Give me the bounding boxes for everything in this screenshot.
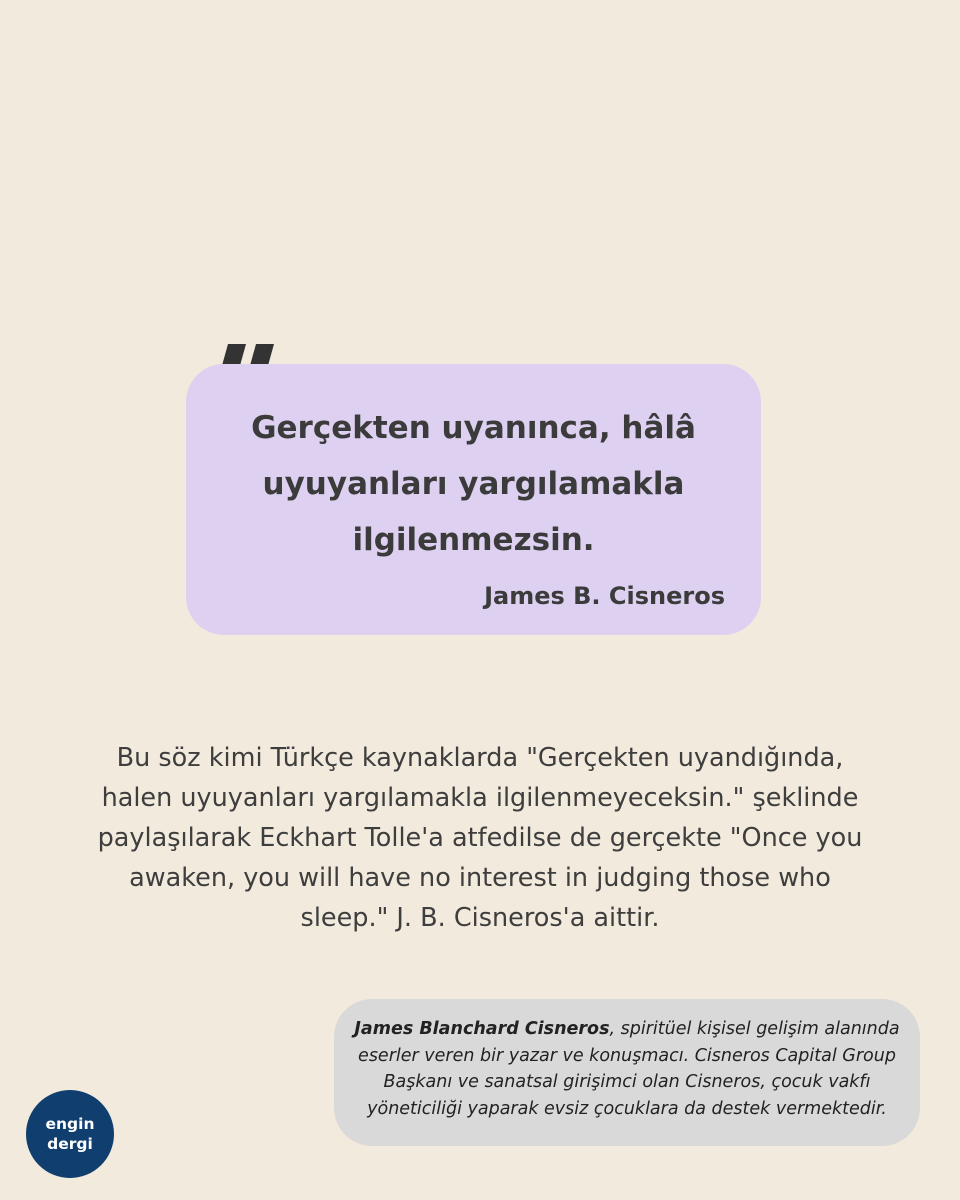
logo-line-2: dergi bbox=[47, 1135, 93, 1153]
bio-text: , spiritüel kişisel gelişim alanında eserler veren bir yazar ve konuşmacı. Cisneros Capital Group Başkanı ve sanatsal girişimci olan Cisneros, çocuk vakfı yöneticiliği yaparak evsiz çocuklara da destek vermektedir. bbox=[358, 1019, 900, 1119]
quote-author: James B. Cisneros bbox=[484, 582, 725, 610]
quote-text: Gerçekten uyanınca, hâlâ uyuyanları yargılamakla ilgilenmezsin. bbox=[251, 410, 696, 558]
quote-card bbox=[186, 364, 761, 635]
bio-card bbox=[334, 999, 920, 1146]
logo-line-1: engin bbox=[45, 1115, 95, 1133]
bio-name: James Blanchard Cisneros bbox=[354, 1019, 610, 1039]
explanation-text: Bu söz kimi Türkçe kaynaklarda "Gerçekten uyandığında, halen uyuyanları yargılamakla ilgilenmeyeceksin." şeklinde paylaşılarak Eckhart Tolle'a atfedilse de gerçekte "Once you awaken, you will have no interest in judging those who sleep." J. B. Cisneros'a aittir. bbox=[97, 743, 863, 933]
engin-dergi-logo bbox=[26, 1090, 114, 1178]
